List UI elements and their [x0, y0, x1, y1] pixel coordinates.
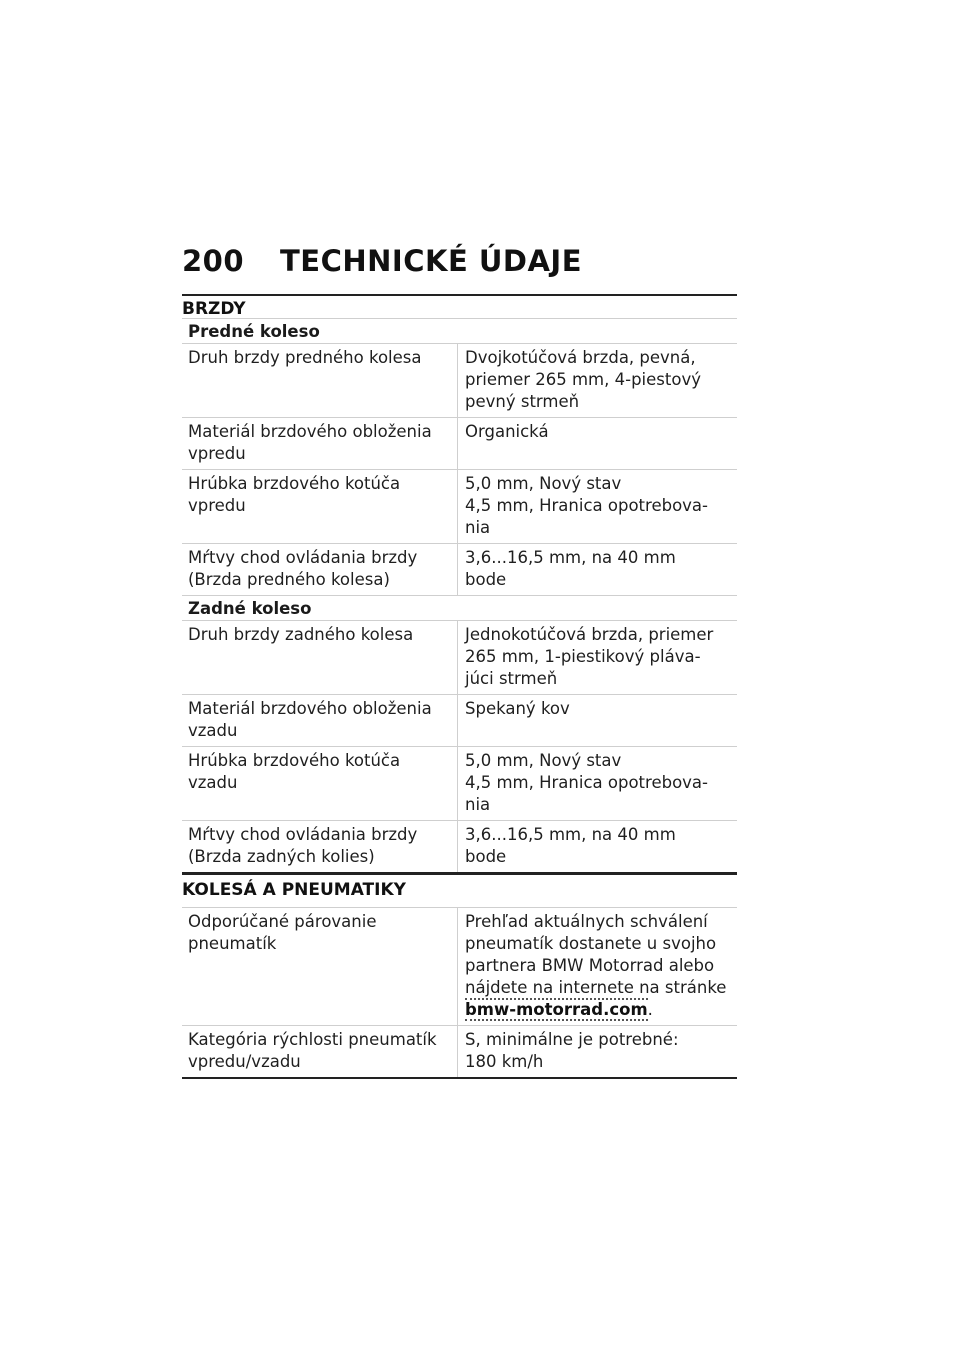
wheels-section-title: KOLESÁ A PNEUMATIKY — [182, 873, 737, 907]
spec-row — [182, 694, 737, 746]
spec-row — [182, 543, 737, 595]
spec-label: Druh brzdy predného kolesa — [182, 344, 458, 417]
spec-value: Jednokotúčová brzda, priemer 265 mm, 1-piestikový pláva- júci strmeň — [465, 625, 714, 688]
spec-value: 3,6...16,5 mm, na 40 mm bode — [465, 548, 676, 589]
spec-row — [182, 343, 737, 417]
spec-label: Odporúčané párovanie pneumatík — [182, 908, 458, 1025]
page-title: TECHNICKÉ ÚDAJE — [280, 244, 583, 278]
spec-row — [182, 469, 737, 543]
bmw-motorrad-link[interactable]: bmw-motorrad.com — [465, 1000, 648, 1019]
spec-label: Druh brzdy zadného kolesa — [182, 621, 458, 694]
spec-row — [182, 820, 737, 874]
spec-label: Mŕtvy chod ovládania brzdy (Brzda zadných kolies) — [182, 821, 458, 872]
wheels-section — [182, 873, 737, 1079]
spec-value: Prehľad aktuálnych schválení pneumatík dostanete u svojho partnera BMW Motorrad alebo nájdete na internete na stránke bmw-motorrad.com. — [465, 912, 727, 1019]
spec-value: Organická — [465, 422, 549, 441]
page-header — [182, 244, 738, 278]
page-number: 200 — [182, 244, 245, 278]
spec-value: 3,6...16,5 mm, na 40 mm bode — [465, 825, 676, 866]
brakes-section-title: BRZDY — [182, 294, 737, 318]
spec-value: Dvojkotúčová brzda, pevná, priemer 265 mm, 4-piestový pevný strmeň — [465, 348, 701, 411]
spec-value: Spekaný kov — [465, 699, 570, 718]
spec-row — [182, 907, 737, 1025]
brakes-section — [182, 294, 737, 874]
spec-row — [182, 620, 737, 694]
spec-row — [182, 417, 737, 469]
spec-value: 5,0 mm, Nový stav 4,5 mm, Hranica opotrebova- nia — [465, 474, 708, 537]
front-wheel-heading: Predné koleso — [182, 318, 737, 343]
spec-label: Hrúbka brzdového kotúča vzadu — [182, 747, 458, 820]
spec-row — [182, 1025, 737, 1079]
spec-label: Hrúbka brzdového kotúča vpredu — [182, 470, 458, 543]
spec-value: S, minimálne je potrebné: 180 km/h — [465, 1030, 679, 1071]
spec-label: Materiál brzdového obloženia vpredu — [182, 418, 458, 469]
rear-wheel-heading: Zadné koleso — [182, 595, 737, 620]
spec-label: Materiál brzdového obloženia vzadu — [182, 695, 458, 746]
spec-label: Mŕtvy chod ovládania brzdy (Brzda predného kolesa) — [182, 544, 458, 595]
spec-value: 5,0 mm, Nový stav 4,5 mm, Hranica opotrebova- nia — [465, 751, 708, 814]
spec-row — [182, 746, 737, 820]
spec-label: Kategória rýchlosti pneumatík vpredu/vzadu — [182, 1026, 458, 1077]
